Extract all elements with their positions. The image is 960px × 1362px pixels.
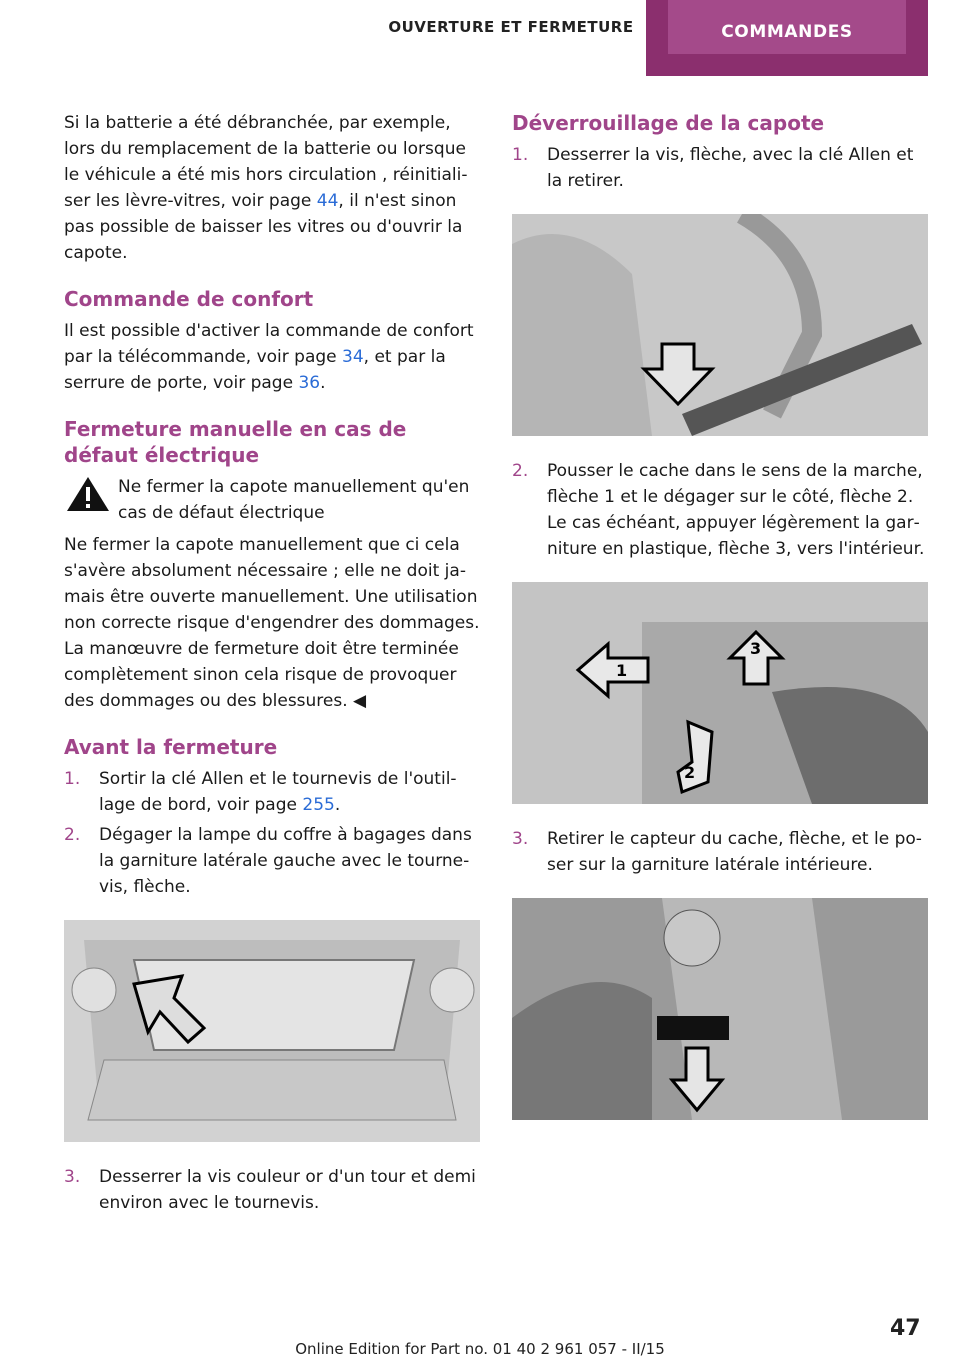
unlock-steps-list-3 xyxy=(512,826,932,878)
left-column xyxy=(64,110,484,1226)
footer-edition: Online Edition for Part no. 01 40 2 961 057 - II/15 xyxy=(295,1340,665,1358)
section-title: OUVERTURE ET FERMETURE xyxy=(388,18,634,36)
svg-text:3: 3 xyxy=(750,639,762,658)
unlock-heading: Déverrouillage de la capote xyxy=(512,111,825,135)
page-number: 47 xyxy=(890,1316,921,1341)
list-item: 3. Desserrer la vis couleur or d'un tour et demi environ avec le tournevis. xyxy=(64,1167,476,1213)
list-item: 3. Retirer le capteur du cache, flèche, et le poser sur la garniture latérale intérieure. xyxy=(512,829,922,875)
warning-block xyxy=(64,474,484,526)
before-closing-heading: Avant la fermeture xyxy=(64,735,278,759)
step3-list xyxy=(64,1164,484,1216)
cover-illustration xyxy=(512,582,928,804)
trunk-illustration xyxy=(64,920,480,1142)
page-link-36[interactable]: 36 xyxy=(298,373,321,393)
before-steps-list xyxy=(64,766,484,900)
chapter-tab-label: COMMANDES xyxy=(668,0,906,54)
page-link-34[interactable]: 34 xyxy=(342,347,364,367)
intro-paragraph: Si la batterie a été débranchée, par exemple, lors du remplacement de la batterie ou lorsque le véhicule a été mis hors circulation , réinitialiser les lèvre-vitres, voir page 44, il n'est sinon pas possible de baisser les vitres ou d'ouvrir la capote. xyxy=(64,113,468,263)
manual-close-heading: Fermeture manuelle en cas de défaut électrique xyxy=(64,417,407,467)
warning-paragraph: Ne fermer la capote manuellement que ci cela s'avère absolument nécessaire ; elle ne doit jamais être ouverte manuellement. Une utilisation non correcte risque d'engendrer des dommages. La manœuvre de fermeture doit être terminée complètement sinon cela risque de provoquer des dommages ou des blessures. ◀ xyxy=(64,535,480,711)
svg-text:1: 1 xyxy=(616,661,628,680)
list-item: 2. Pousser le cache dans le sens de la marche, flèche 1 et le dégager sur le côté, flèche 2. Le cas échéant, appuyer légèrement la garniture en plastique, flèche 3, vers l'intérieur. xyxy=(512,461,925,559)
list-item: 1. Sortir la clé Allen et le tournevis de l'outillage de bord, voir page 255. xyxy=(64,769,457,815)
page-link-255[interactable]: 255 xyxy=(302,795,335,815)
svg-text:2: 2 xyxy=(684,763,696,782)
list-item: 2. Dégager la lampe du coffre à bagages dans la garniture latérale gauche avec le tournevis, flèche. xyxy=(64,825,472,897)
comfort-paragraph: Il est possible d'activer la commande de confort par la télécommande, voir page 34, et par la serrure de porte, voir page 36. xyxy=(64,321,474,393)
right-column xyxy=(512,110,932,1142)
chapter-tab[interactable] xyxy=(646,0,928,76)
unlock-steps-list-1 xyxy=(512,142,932,194)
list-item: 1. Desserrer la vis, flèche, avec la clé Allen et la retirer. xyxy=(512,145,914,191)
warning-triangle-icon xyxy=(64,474,112,514)
comfort-heading: Commande de confort xyxy=(64,287,314,311)
sensor-illustration xyxy=(512,898,928,1120)
seat-illustration xyxy=(512,214,928,436)
page-link-44[interactable]: 44 xyxy=(316,191,339,211)
warning-title: Ne fermer la capote manuellement qu'en cas de défaut électrique xyxy=(118,477,470,523)
unlock-steps-list-2 xyxy=(512,458,932,562)
